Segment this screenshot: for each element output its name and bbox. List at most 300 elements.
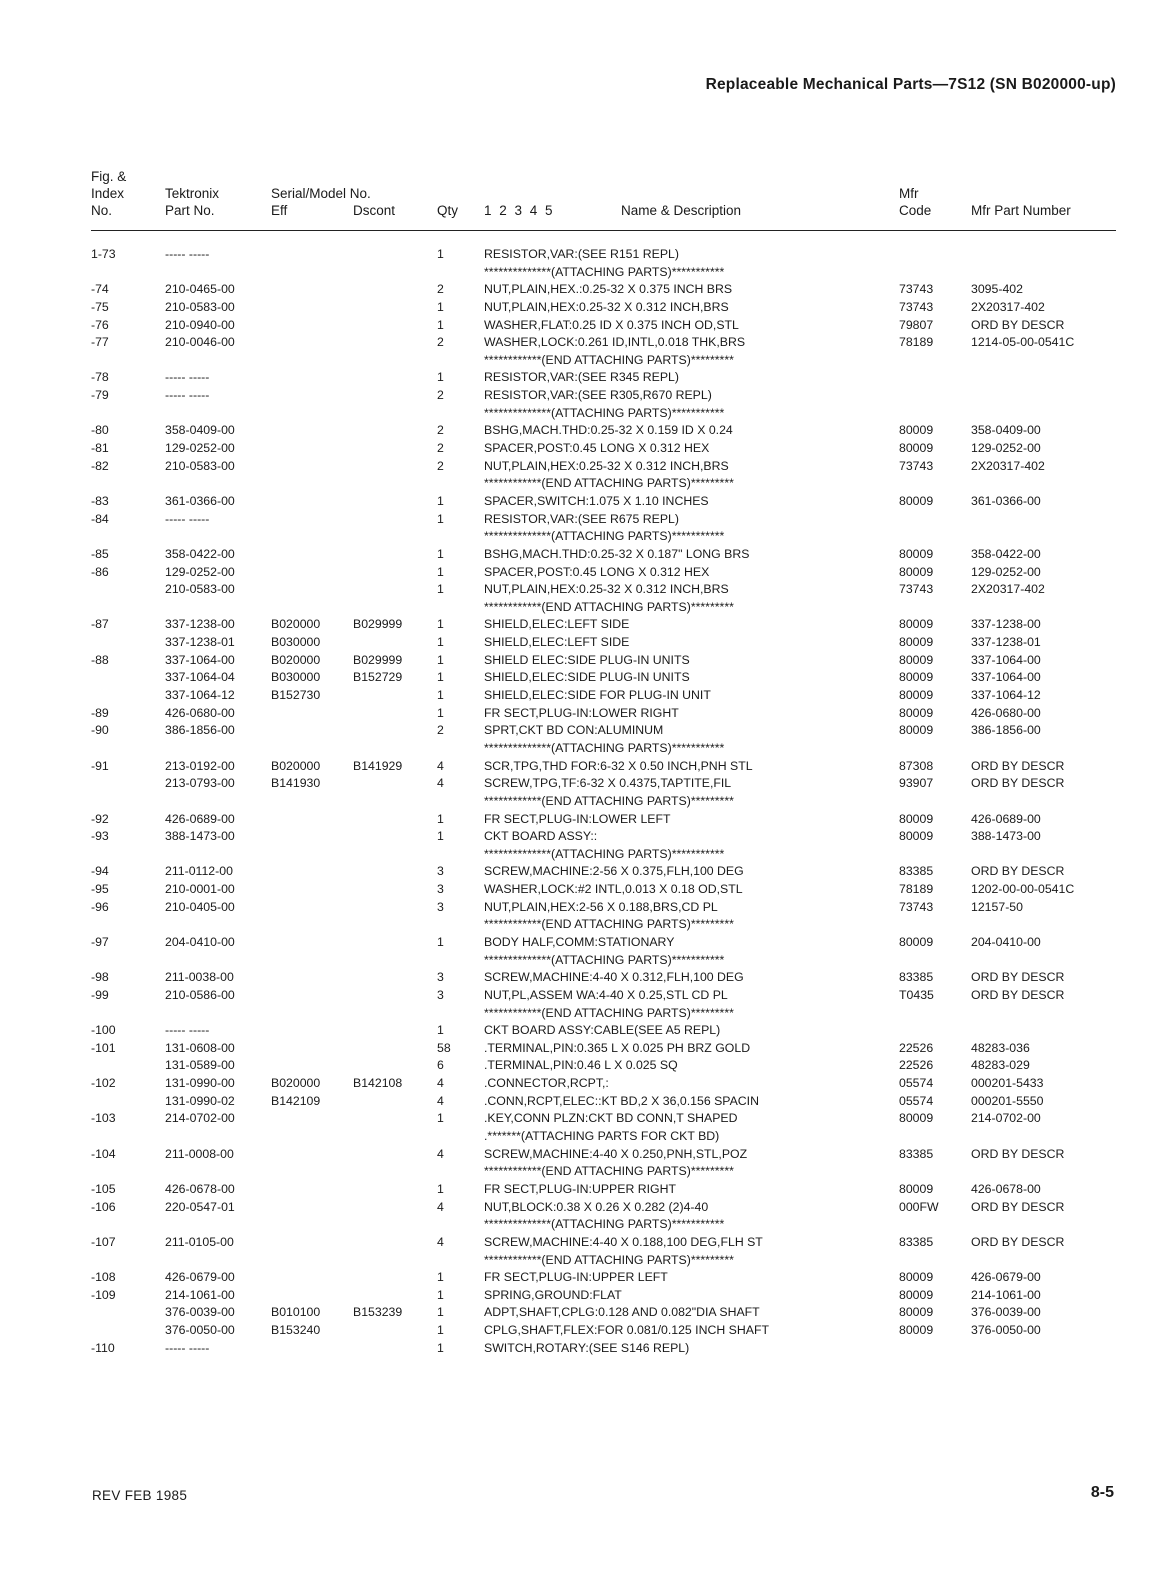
mfr-code: 80009 — [899, 1287, 934, 1302]
mfr-code: 80009 — [899, 423, 934, 438]
table-row — [91, 1128, 1116, 1146]
tektronix-part-number: 210-0583-00 — [165, 299, 235, 314]
serial-dscont: B153239 — [353, 1305, 403, 1320]
tektronix-part-number: 210-0583-00 — [165, 582, 235, 597]
table-row — [91, 1287, 1116, 1305]
tektronix-part-number: 211-0112-00 — [165, 864, 233, 879]
index-number: -82 — [91, 458, 109, 473]
quantity: 1 — [437, 617, 444, 632]
mfr-part-number: 376-0039-00 — [971, 1305, 1041, 1320]
name-description: NUT,PLAIN,HEX:0.25-32 X 0.312 INCH,BRS — [484, 582, 729, 597]
quantity: 6 — [437, 1058, 444, 1073]
index-number: -96 — [91, 899, 109, 914]
name-description: WASHER,LOCK:0.261 ID,INTL,0.018 THK,BRS — [484, 335, 746, 350]
index-number: 1-73 — [91, 247, 116, 261]
mfr-part-number: ORD BY DESCR — [971, 1199, 1065, 1214]
index-number: -98 — [91, 970, 109, 985]
table-row — [91, 1040, 1116, 1058]
name-description: **************(ATTACHING PARTS)*********** — [484, 740, 725, 755]
tektronix-part-number: 220-0547-01 — [165, 1199, 235, 1214]
table-row — [91, 599, 1116, 617]
serial-dscont: B141929 — [353, 758, 403, 773]
mfr-part-number: 337-1064-00 — [971, 652, 1041, 667]
tektronix-part-number: ----- ----- — [165, 511, 210, 526]
quantity: 1 — [437, 1287, 444, 1302]
header-name-description: Name & Description — [621, 203, 742, 218]
table-row — [91, 652, 1116, 670]
name-description: SPRT,CKT BD CON:ALUMINUM — [484, 723, 664, 738]
mfr-part-number: 388-1473-00 — [971, 829, 1041, 844]
name-description: SPACER,POST:0.45 LONG X 0.312 HEX — [484, 564, 710, 579]
mfr-code: 80009 — [899, 493, 934, 508]
name-description: ADPT,SHAFT,CPLG:0.128 AND 0.082"DIA SHAFT — [484, 1305, 760, 1320]
quantity: 1 — [437, 511, 444, 526]
table-row — [91, 846, 1116, 864]
mfr-part-number: 214-1061-00 — [971, 1287, 1041, 1302]
name-description: **************(ATTACHING PARTS)*********** — [484, 405, 725, 420]
mfr-part-number: 358-0409-00 — [971, 423, 1041, 438]
index-number: -84 — [91, 511, 109, 526]
mfr-code: 80009 — [899, 829, 934, 844]
name-description: ************(END ATTACHING PARTS)********* — [484, 1164, 734, 1179]
name-description: RESISTOR,VAR:(SEE R345 REPL) — [484, 370, 679, 385]
table-row — [91, 387, 1116, 405]
table-row — [91, 264, 1116, 282]
index-number: -94 — [91, 864, 109, 879]
tektronix-part-number: 376-0050-00 — [165, 1323, 235, 1338]
header-mfr-code: Mfr Code — [899, 186, 932, 218]
mfr-code: 05574 — [899, 1076, 934, 1091]
name-description: NUT,PLAIN,HEX:2-56 X 0.188,BRS,CD PL — [484, 899, 718, 914]
quantity: 1 — [437, 564, 444, 579]
table-row — [91, 281, 1116, 299]
index-number: -106 — [91, 1199, 116, 1214]
mfr-code: 80009 — [899, 688, 934, 703]
table-row — [91, 1322, 1116, 1340]
table-row — [91, 1022, 1116, 1040]
table-row — [91, 1057, 1116, 1075]
table-row — [91, 881, 1116, 899]
index-number: -99 — [91, 987, 109, 1002]
serial-eff: B020000 — [271, 652, 321, 667]
mfr-part-number: 000201-5433 — [971, 1076, 1044, 1091]
quantity: 3 — [437, 882, 444, 897]
table-row — [91, 1340, 1116, 1358]
tektronix-part-number: 131-0608-00 — [165, 1040, 235, 1055]
quantity: 2 — [437, 458, 444, 473]
table-row — [91, 616, 1116, 634]
index-number: -97 — [91, 934, 109, 949]
mfr-code: 80009 — [899, 441, 934, 456]
tektronix-part-number: 210-0586-00 — [165, 987, 235, 1002]
mfr-part-number: 337-1064-12 — [971, 688, 1041, 703]
name-description: SHIELD,ELEC:SIDE FOR PLUG-IN UNIT — [484, 688, 711, 703]
table-row — [91, 1269, 1116, 1287]
table-row — [91, 1093, 1116, 1111]
serial-eff: B152730 — [271, 688, 321, 703]
quantity: 1 — [437, 688, 444, 703]
name-description: BSHG,MACH.THD:0.25-32 X 0.159 ID X 0.24 — [484, 423, 733, 438]
table-row — [91, 811, 1116, 829]
table-row — [91, 722, 1116, 740]
index-number: -81 — [91, 441, 109, 456]
name-description: FR SECT,PLUG-IN:UPPER RIGHT — [484, 1181, 676, 1196]
table-row — [91, 705, 1116, 723]
name-description: SPACER,POST:0.45 LONG X 0.312 HEX — [484, 441, 710, 456]
table-row — [91, 952, 1116, 970]
index-number: -79 — [91, 388, 109, 403]
mfr-code: 87308 — [899, 758, 934, 773]
mfr-part-number: 214-0702-00 — [971, 1111, 1041, 1126]
table-row — [91, 775, 1116, 793]
mfr-part-number: 000201-5550 — [971, 1093, 1044, 1108]
mfr-code: 80009 — [899, 617, 934, 632]
quantity: 2 — [437, 441, 444, 456]
mfr-code: 05574 — [899, 1093, 934, 1108]
table-row — [91, 475, 1116, 493]
quantity: 4 — [437, 1146, 444, 1161]
table-row — [91, 317, 1116, 335]
mfr-part-number: ORD BY DESCR — [971, 987, 1065, 1002]
tektronix-part-number: 214-1061-00 — [165, 1287, 235, 1302]
name-description: FR SECT,PLUG-IN:UPPER LEFT — [484, 1270, 668, 1285]
quantity: 1 — [437, 1305, 444, 1320]
quantity: 4 — [437, 1199, 444, 1214]
mfr-part-number: ORD BY DESCR — [971, 1146, 1065, 1161]
name-description: SHIELD,ELEC:LEFT SIDE — [484, 617, 630, 632]
mfr-code: 83385 — [899, 864, 934, 879]
mfr-part-number: ORD BY DESCR — [971, 970, 1065, 985]
table-row — [91, 246, 1116, 264]
name-description: ************(END ATTACHING PARTS)********* — [484, 917, 734, 932]
name-description: SWITCH,ROTARY:(SEE S146 REPL) — [484, 1340, 690, 1355]
name-description: CKT BOARD ASSY:: — [484, 829, 598, 844]
mfr-code: 78189 — [899, 882, 934, 897]
name-description: SHIELD,ELEC:SIDE PLUG-IN UNITS — [484, 670, 690, 685]
name-description: ************(END ATTACHING PARTS)********* — [484, 476, 734, 491]
mfr-code: 93907 — [899, 776, 934, 791]
tektronix-part-number: 211-0038-00 — [165, 970, 234, 985]
mfr-part-number: 376-0050-00 — [971, 1323, 1041, 1338]
mfr-code: 80009 — [899, 1181, 934, 1196]
index-number: -110 — [91, 1340, 115, 1355]
table-row — [91, 1252, 1116, 1270]
index-number: -76 — [91, 317, 109, 332]
table-row — [91, 334, 1116, 352]
mfr-code: 78189 — [899, 335, 934, 350]
tektronix-part-number: 214-0702-00 — [165, 1111, 235, 1126]
quantity: 2 — [437, 423, 444, 438]
table-row — [91, 740, 1116, 758]
tektronix-part-number: 210-0001-00 — [165, 882, 235, 897]
table-row — [91, 511, 1116, 529]
header-serial-model: Serial/Model No. — [271, 186, 371, 201]
name-description: .*******(ATTACHING PARTS FOR CKT BD) — [484, 1129, 720, 1144]
tektronix-part-number: 426-0679-00 — [165, 1270, 235, 1285]
mfr-part-number: 426-0678-00 — [971, 1181, 1041, 1196]
index-number: -88 — [91, 652, 109, 667]
mfr-part-number: 337-1064-00 — [971, 670, 1041, 685]
tektronix-part-number: 210-0940-00 — [165, 317, 235, 332]
name-description: SHIELD ELEC:SIDE PLUG-IN UNITS — [484, 652, 690, 667]
mfr-part-number: 48283-029 — [971, 1058, 1030, 1073]
table-row — [91, 1234, 1116, 1252]
mfr-part-number: 426-0680-00 — [971, 705, 1041, 720]
tektronix-part-number: 426-0678-00 — [165, 1181, 235, 1196]
name-description: **************(ATTACHING PARTS)*********** — [484, 846, 725, 861]
name-description: CPLG,SHAFT,FLEX:FOR 0.081/0.125 INCH SHAFT — [484, 1323, 769, 1338]
quantity: 1 — [437, 299, 444, 314]
header-mfr-part-number: Mfr Part Number — [971, 203, 1071, 218]
mfr-part-number: 337-1238-01 — [971, 635, 1041, 650]
quantity: 3 — [437, 970, 444, 985]
name-description: ************(END ATTACHING PARTS)********* — [484, 1252, 734, 1267]
index-number: -77 — [91, 335, 109, 350]
name-description: NUT,PLAIN,HEX.:0.25-32 X 0.375 INCH BRS — [484, 282, 733, 297]
table-row — [91, 440, 1116, 458]
mfr-part-number: 358-0422-00 — [971, 546, 1041, 561]
name-description: CKT BOARD ASSY:CABLE(SEE A5 REPL) — [484, 1023, 721, 1038]
name-description: SHIELD,ELEC:LEFT SIDE — [484, 635, 630, 650]
tektronix-part-number: 376-0039-00 — [165, 1305, 235, 1320]
serial-eff: B020000 — [271, 617, 321, 632]
quantity: 1 — [437, 493, 444, 508]
table-row — [91, 687, 1116, 705]
serial-eff: B142109 — [271, 1093, 321, 1108]
mfr-code: 22526 — [899, 1040, 934, 1055]
index-number: -100 — [91, 1023, 116, 1038]
table-row — [91, 564, 1116, 582]
quantity: 1 — [437, 546, 444, 561]
name-description: .TERMINAL,PIN:0.365 L X 0.025 PH BRZ GOLD — [484, 1040, 751, 1055]
name-description: SCREW,TPG,TF:6-32 X 0.4375,TAPTITE,FIL — [484, 776, 732, 791]
table-row — [91, 1199, 1116, 1217]
quantity: 1 — [437, 829, 444, 844]
mfr-code: 80009 — [899, 723, 934, 738]
tektronix-part-number: 213-0793-00 — [165, 776, 235, 791]
quantity: 1 — [437, 247, 444, 261]
quantity: 58 — [437, 1040, 451, 1055]
quantity: 1 — [437, 317, 444, 332]
quantity: 1 — [437, 1023, 444, 1038]
serial-eff: B020000 — [271, 758, 321, 773]
index-number: -83 — [91, 493, 109, 508]
quantity: 2 — [437, 335, 444, 350]
name-description: SPACER,SWITCH:1.075 X 1.10 INCHES — [484, 493, 709, 508]
page-title: Replaceable Mechanical Parts—7S12 (SN B020000-up) — [705, 76, 1116, 93]
quantity: 1 — [437, 652, 444, 667]
index-number: -87 — [91, 617, 109, 632]
mfr-code: 79807 — [899, 317, 934, 332]
tektronix-part-number: ----- ----- — [165, 1023, 210, 1038]
table-row — [91, 422, 1116, 440]
mfr-part-number: ORD BY DESCR — [971, 758, 1065, 773]
quantity: 1 — [437, 1111, 444, 1126]
tektronix-part-number: 129-0252-00 — [165, 564, 235, 579]
mfr-part-number: ORD BY DESCR — [971, 1234, 1065, 1249]
table-row — [91, 987, 1116, 1005]
index-number: -101 — [91, 1040, 116, 1055]
name-description: **************(ATTACHING PARTS)*********** — [484, 952, 725, 967]
mfr-code: 80009 — [899, 705, 934, 720]
index-number: -109 — [91, 1287, 116, 1302]
quantity: 1 — [437, 582, 444, 597]
tektronix-part-number: 337-1238-00 — [165, 617, 235, 632]
quantity: 2 — [437, 723, 444, 738]
index-number: -90 — [91, 723, 109, 738]
mfr-code: 73743 — [899, 299, 934, 314]
mfr-code: 80009 — [899, 652, 934, 667]
tektronix-part-number: 131-0589-00 — [165, 1058, 235, 1073]
mfr-part-number: 1214-05-00-0541C — [971, 335, 1075, 350]
quantity: 4 — [437, 1076, 444, 1091]
mfr-code: 80009 — [899, 1111, 934, 1126]
header-tektronix-part: Tektronix Part No. — [165, 186, 220, 218]
table-row — [91, 369, 1116, 387]
quantity: 1 — [437, 670, 444, 685]
table-row — [91, 299, 1116, 317]
table-row — [91, 405, 1116, 423]
index-number: -95 — [91, 882, 109, 897]
name-description: RESISTOR,VAR:(SEE R305,R670 REPL) — [484, 388, 712, 403]
tektronix-part-number: 337-1064-00 — [165, 652, 235, 667]
quantity: 2 — [437, 388, 444, 403]
tektronix-part-number: 337-1064-12 — [165, 688, 235, 703]
mfr-part-number: 337-1238-00 — [971, 617, 1041, 632]
serial-eff: B010100 — [271, 1305, 321, 1320]
name-description: RESISTOR,VAR:(SEE R675 REPL) — [484, 511, 679, 526]
mfr-code: 000FW — [899, 1199, 939, 1214]
mfr-part-number: 361-0366-00 — [971, 493, 1041, 508]
serial-dscont: B142108 — [353, 1076, 403, 1091]
name-description: .CONNECTOR,RCPT,: — [484, 1076, 609, 1091]
quantity: 1 — [437, 705, 444, 720]
index-number: -105 — [91, 1181, 116, 1196]
header-qty: Qty — [437, 203, 459, 218]
tektronix-part-number: 210-0046-00 — [165, 335, 235, 350]
mfr-part-number: 204-0410-00 — [971, 934, 1041, 949]
table-row — [91, 352, 1116, 370]
mfr-part-number: 2X20317-402 — [971, 299, 1045, 314]
table-row — [91, 934, 1116, 952]
mfr-code: 80009 — [899, 670, 934, 685]
mfr-part-number: 426-0679-00 — [971, 1270, 1041, 1285]
name-description: **************(ATTACHING PARTS)*********** — [484, 529, 725, 544]
table-row — [91, 1005, 1116, 1023]
tektronix-part-number: 386-1856-00 — [165, 723, 235, 738]
quantity: 1 — [437, 934, 444, 949]
mfr-part-number: 2X20317-402 — [971, 582, 1045, 597]
name-description: WASHER,FLAT:0.25 ID X 0.375 INCH OD,STL — [484, 317, 739, 332]
quantity: 3 — [437, 899, 444, 914]
name-description: SCR,TPG,THD FOR:6-32 X 0.50 INCH,PNH STL — [484, 758, 753, 773]
tektronix-part-number: 131-0990-02 — [165, 1093, 235, 1108]
name-description: WASHER,LOCK:#2 INTL,0.013 X 0.18 OD,STL — [484, 882, 743, 897]
mfr-code: 80009 — [899, 1323, 934, 1338]
table-row — [91, 458, 1116, 476]
index-number: -108 — [91, 1270, 116, 1285]
quantity: 1 — [437, 1323, 444, 1338]
mfr-code: 22526 — [899, 1058, 934, 1073]
name-description: NUT,BLOCK:0.38 X 0.26 X 0.282 (2)4-40 — [484, 1199, 709, 1214]
mfr-code: 73743 — [899, 899, 934, 914]
tektronix-part-number: 211-0105-00 — [165, 1234, 234, 1249]
serial-eff: B030000 — [271, 635, 321, 650]
tektronix-part-number: 358-0422-00 — [165, 546, 235, 561]
mfr-code: 80009 — [899, 934, 934, 949]
mfr-part-number: 386-1856-00 — [971, 723, 1041, 738]
parts-list — [91, 246, 1116, 1357]
index-number: -92 — [91, 811, 109, 826]
table-header — [91, 168, 1116, 231]
name-description: **************(ATTACHING PARTS)*********** — [484, 1217, 725, 1232]
table-row — [91, 793, 1116, 811]
mfr-code: 80009 — [899, 635, 934, 650]
index-number: -103 — [91, 1111, 116, 1126]
mfr-part-number: ORD BY DESCR — [971, 317, 1065, 332]
table-row — [91, 546, 1116, 564]
page-number: 8-5 — [1090, 1484, 1114, 1501]
mfr-code: 73743 — [899, 282, 934, 297]
mfr-part-number: 129-0252-00 — [971, 441, 1041, 456]
quantity: 1 — [437, 1340, 444, 1355]
quantity: 4 — [437, 1234, 444, 1249]
tektronix-part-number: ----- ----- — [165, 247, 210, 261]
table-row — [91, 493, 1116, 511]
tektronix-part-number: 211-0008-00 — [165, 1146, 234, 1161]
mfr-part-number: 1202-00-00-0541C — [971, 882, 1075, 897]
header-fig-label: Fig. & Index No. — [91, 169, 127, 218]
mfr-part-number: ORD BY DESCR — [971, 864, 1065, 879]
table-row — [91, 1146, 1116, 1164]
name-description: ************(END ATTACHING PARTS)********* — [484, 793, 734, 808]
quantity: 1 — [437, 635, 444, 650]
name-description: NUT,PL,ASSEM WA:4-40 X 0.25,STL CD PL — [484, 987, 728, 1002]
index-number: -80 — [91, 423, 109, 438]
header-indent-levels: 1 2 3 4 5 — [484, 203, 555, 218]
tektronix-part-number: 361-0366-00 — [165, 493, 235, 508]
mfr-code: 80009 — [899, 1270, 934, 1285]
tektronix-part-number: 131-0990-00 — [165, 1076, 235, 1091]
name-description: ************(END ATTACHING PARTS)********* — [484, 1005, 734, 1020]
name-description: NUT,PLAIN,HEX:0.25-32 X 0.312 INCH,BRS — [484, 458, 729, 473]
name-description: **************(ATTACHING PARTS)*********** — [484, 264, 725, 279]
quantity: 1 — [437, 811, 444, 826]
index-number: -75 — [91, 299, 109, 314]
mfr-part-number: 48283-036 — [971, 1040, 1030, 1055]
tektronix-part-number: 358-0409-00 — [165, 423, 235, 438]
tektronix-part-number: 210-0583-00 — [165, 458, 235, 473]
mfr-part-number: 426-0689-00 — [971, 811, 1041, 826]
mfr-part-number: 3095-402 — [971, 282, 1023, 297]
tektronix-part-number: 129-0252-00 — [165, 441, 235, 456]
index-number: -102 — [91, 1076, 116, 1091]
table-row — [91, 1075, 1116, 1093]
table-row — [91, 1304, 1116, 1322]
serial-dscont: B029999 — [353, 617, 403, 632]
table-row — [91, 863, 1116, 881]
table-row — [91, 1163, 1116, 1181]
table-row — [91, 828, 1116, 846]
serial-dscont: B029999 — [353, 652, 403, 667]
name-description: BODY HALF,COMM:STATIONARY — [484, 934, 675, 949]
name-description: FR SECT,PLUG-IN:LOWER LEFT — [484, 811, 671, 826]
tektronix-part-number: 388-1473-00 — [165, 829, 235, 844]
table-row — [91, 1216, 1116, 1234]
tektronix-part-number: 337-1238-01 — [165, 635, 235, 650]
index-number: -74 — [91, 282, 109, 297]
table-row — [91, 969, 1116, 987]
